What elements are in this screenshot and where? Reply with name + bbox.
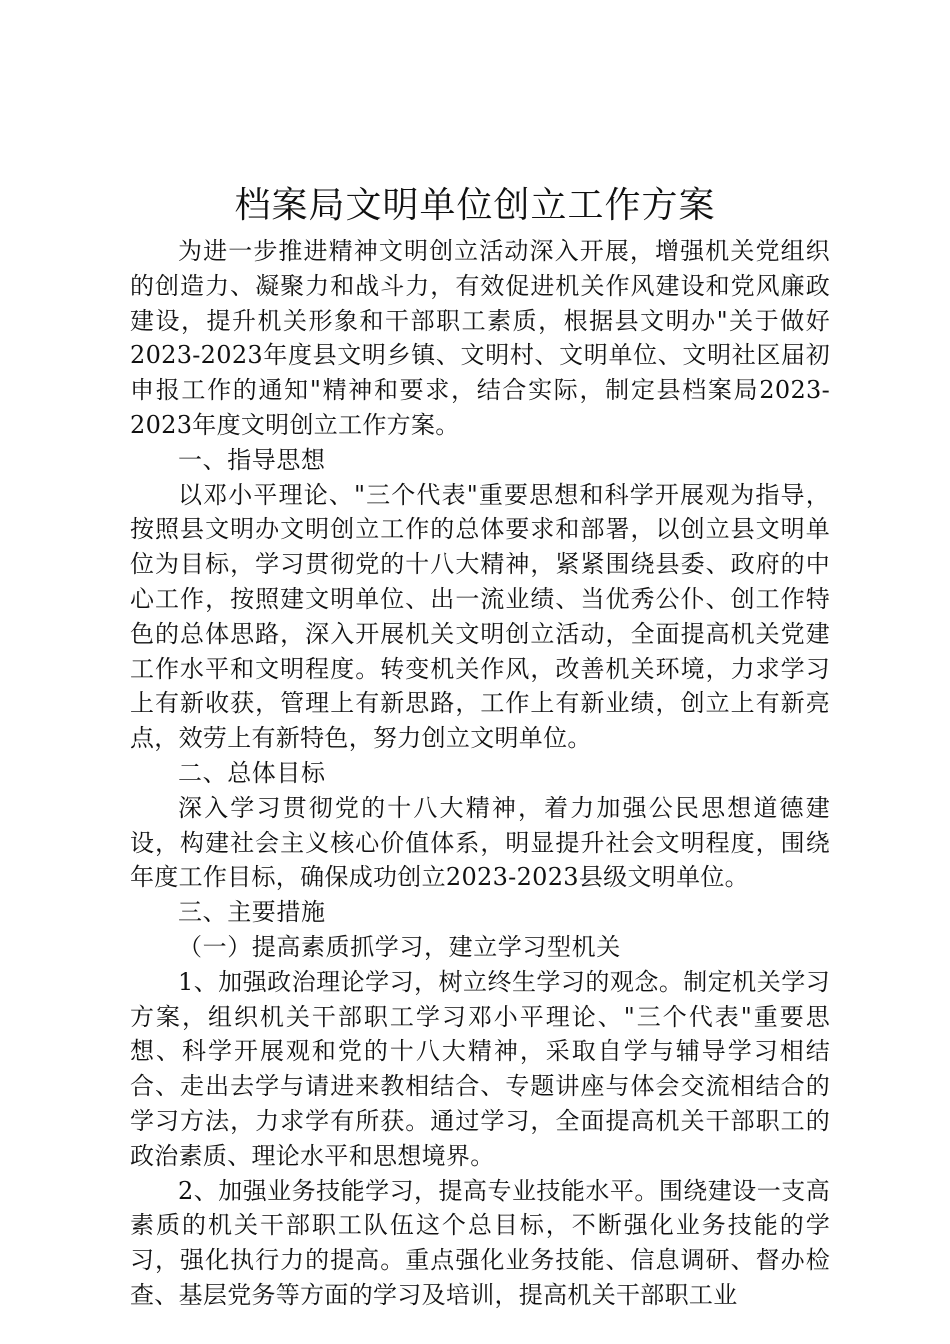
overall-goal-paragraph: 深入学习贯彻党的十八大精神，着力加强公民思想道德建设，构建社会主义核心价值体系，明显提升社会文明程度，围绕年度工作目标，确保成功创立2023-2023县级文明单位。	[130, 793, 830, 892]
subsection-heading-learning: （一）提高素质抓学习，建立学习型机关	[178, 932, 621, 961]
section-heading-main-measures: 三、主要措施	[178, 898, 326, 927]
section-heading-guiding-thought: 一、指导思想	[178, 445, 326, 474]
measure-paragraph-1: 1、加强政治理论学习，树立终生学习的观念。制定机关学习方案，组织机关干部职工学习邓小平理论、"三个代表"重要思想、科学开展观和党的十八大精神，采取自学与辅导学习相结合、走出去学与请进来教相结合、专题讲座与体会交流相结合的学习方法，力求学有所获。通过学习，全面提高机关干部职工的政治素质、理论水平和思想境界。	[130, 967, 830, 1170]
document-body	[130, 234, 830, 1313]
section-heading-overall-goal: 二、总体目标	[178, 758, 326, 787]
measure-paragraph-2: 2、加强业务技能学习，提高专业技能水平。围绕建设一支高素质的机关干部职工队伍这个总目标，不断强化业务技能的学习，强化执行力的提高。重点强化业务技能、信息调研、督办检查、基层党务等方面的学习及培训，提高机关干部职工业	[130, 1176, 830, 1309]
intro-paragraph: 为进一步推进精神文明创立活动深入开展，增强机关党组织的创造力、凝聚力和战斗力，有效促进机关作风建设和党风廉政建设，提升机关形象和干部职工素质，根据县文明办"关于做好2023-2023年度县文明乡镇、文明村、文明单位、文明社区届初申报工作的通知"精神和要求，结合实际，制定县档案局2023-2023年度文明创立工作方案。	[130, 237, 830, 439]
document-title: 档案局文明单位创立工作方案	[234, 185, 716, 226]
guiding-thought-paragraph: 以邓小平理论、"三个代表"重要思想和科学开展观为指导，按照县文明办文明创立工作的总体要求和部署，以创立县文明单位为目标，学习贯彻党的十八大精神，紧紧围绕县委、政府的中心工作，按照建文明单位、出一流业绩、当优秀公仆、创工作特色的总体思路，深入开展机关文明创立活动，全面提高机关党建工作水平和文明程度。转变机关作风，改善机关环境，力求学习上有新收获，管理上有新思路，工作上有新业绩，创立上有新亮点，效劳上有新特色，努力创立文明单位。	[130, 480, 830, 753]
